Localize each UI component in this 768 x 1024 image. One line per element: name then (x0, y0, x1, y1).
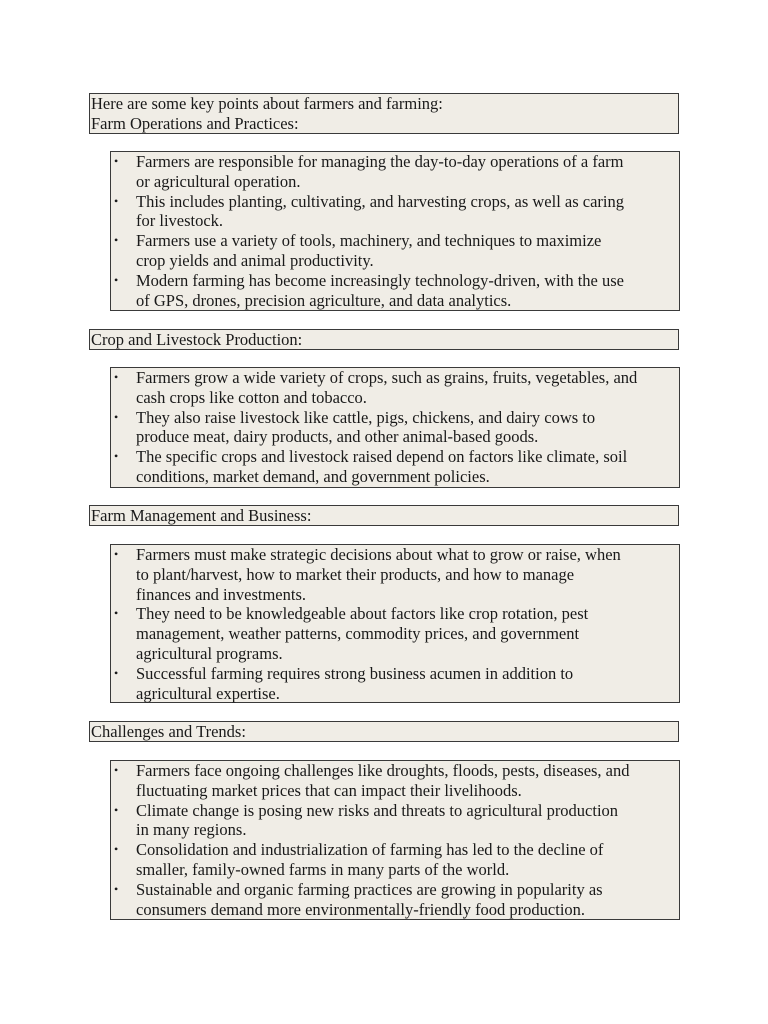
section-heading-farm-management: Farm Management and Business: (91, 506, 312, 525)
bullet-icon: • (114, 842, 119, 857)
list-item-text: They need to be knowledgeable about factors like crop rotation, pest (136, 604, 589, 624)
bullet-icon: • (114, 154, 119, 168)
bullet-icon: • (114, 881, 119, 896)
bullet-icon: • (114, 233, 119, 248)
section-heading-farm-operations: Farm Operations and Practices: (91, 113, 299, 133)
list-item-text: consumers demand more environmentally-friendly food production. (136, 899, 586, 919)
list-item-text: produce meat, dairy products, and other animal-based goods. (136, 427, 539, 447)
list-item-text: crop yields and animal productivity. (136, 250, 374, 270)
challenges-list (110, 760, 680, 920)
farm-management-list (110, 544, 680, 703)
list-item-text: management, weather patterns, commodity prices, and government (136, 624, 580, 644)
list-item (111, 271, 679, 311)
list-item-text: to plant/harvest, how to market their products, and how to manage (136, 564, 575, 584)
bullet-icon: • (114, 409, 119, 424)
list-item (111, 368, 679, 408)
list-item-text: of GPS, drones, precision agriculture, and data analytics. (136, 290, 512, 310)
list-item-text: in many regions. (136, 820, 247, 840)
intro-box (89, 93, 679, 134)
list-item (111, 840, 679, 880)
farm-operations-list (110, 151, 680, 311)
list-item-text: conditions, market demand, and government policies. (136, 466, 490, 486)
list-item (111, 604, 679, 663)
list-item-text: Farmers face ongoing challenges like droughts, floods, pests, diseases, and (136, 761, 630, 780)
farm-management-heading-box (89, 505, 679, 526)
bullet-icon: • (114, 802, 119, 817)
list-item-text: Farmers must make strategic decisions about what to grow or raise, when (136, 545, 621, 564)
list-item-text: Sustainable and organic farming practices are growing in popularity as (136, 879, 603, 899)
list-item-text: for livestock. (136, 211, 224, 231)
list-item (111, 152, 679, 192)
challenges-heading-box (89, 721, 679, 742)
list-item-text: Farmers grow a wide variety of crops, such as grains, fruits, vegetables, and (136, 368, 638, 387)
bullet-icon: • (114, 606, 119, 621)
list-item (111, 192, 679, 232)
list-item-text: fluctuating market prices that can impact their livelihoods. (136, 780, 522, 800)
list-item (111, 801, 679, 841)
bullet-icon: • (114, 449, 119, 464)
list-item-text: The specific crops and livestock raised depend on factors like climate, soil (136, 447, 628, 467)
bullet-icon: • (114, 763, 119, 777)
list-item (111, 761, 679, 801)
bullet-icon: • (114, 272, 119, 287)
list-item-text: Farmers use a variety of tools, machinery, and techniques to maximize (136, 231, 602, 251)
list-item (111, 408, 679, 448)
list-item (111, 231, 679, 271)
list-item-text: They also raise livestock like cattle, pigs, chickens, and dairy cows to (136, 407, 596, 427)
section-heading-crop-livestock: Crop and Livestock Production: (91, 330, 303, 349)
crop-livestock-heading-box (89, 329, 679, 350)
list-item (111, 880, 679, 920)
bullet-icon: • (114, 547, 119, 561)
bullet-icon: • (114, 370, 119, 384)
section-heading-challenges: Challenges and Trends: (91, 722, 246, 741)
list-item-text: Climate change is posing new risks and threats to agricultural production (136, 800, 619, 820)
list-item-text: agricultural programs. (136, 643, 283, 663)
list-item-text: agricultural expertise. (136, 683, 280, 703)
list-item (111, 447, 679, 487)
bullet-icon: • (114, 193, 119, 208)
list-item-text: Modern farming has become increasingly technology-driven, with the use (136, 270, 624, 290)
list-item-text: Consolidation and industrialization of farming has led to the decline of (136, 840, 604, 860)
list-item-text: or agricultural operation. (136, 171, 301, 191)
list-item-text: This includes planting, cultivating, and harvesting crops, as well as caring (136, 191, 625, 211)
crop-livestock-list (110, 367, 680, 488)
bullet-icon: • (114, 665, 119, 680)
list-item (111, 664, 679, 704)
list-item-text: Farmers are responsible for managing the day-to-day operations of a farm (136, 152, 624, 171)
list-item (111, 545, 679, 604)
list-item-text: cash crops like cotton and tobacco. (136, 387, 367, 407)
list-item-text: smaller, family-owned farms in many parts of the world. (136, 859, 510, 879)
list-item-text: Successful farming requires strong business acumen in addition to (136, 663, 574, 683)
intro-line: Here are some key points about farmers and farming: (91, 94, 443, 113)
list-item-text: finances and investments. (136, 584, 306, 604)
